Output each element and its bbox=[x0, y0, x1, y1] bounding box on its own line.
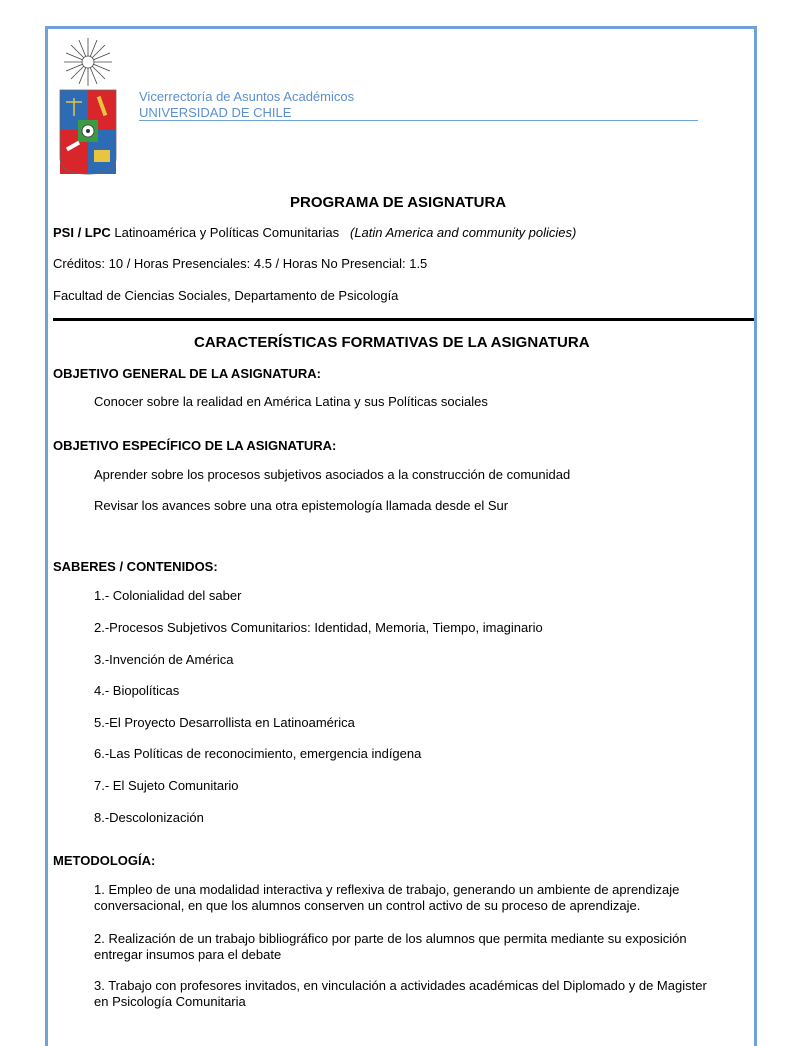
methodology-item: 2. Realización de un trabajo bibliográfico por parte de los alumnos que permita mediante su exposición entregar insumos para el debate bbox=[94, 931, 687, 962]
content-item: 1.- Colonialidad del saber bbox=[94, 588, 242, 603]
header-divider bbox=[139, 120, 698, 121]
methodology-heading: METODOLOGÍA: bbox=[53, 853, 156, 868]
methodology-item: 1. Empleo de una modalidad interactiva y reflexiva de trabajo, generando un ambiente de aprendizaje conversacional, en que los alumnos conserven un control activo de su proceso de aprendizaje. bbox=[94, 882, 680, 913]
content-item: 3.-Invención de América bbox=[94, 652, 234, 667]
university-crest-logo bbox=[58, 38, 118, 176]
sun-star-icon bbox=[64, 38, 112, 86]
vicerrectoria-label: Vicerrectoría de Asuntos Académicos bbox=[139, 89, 355, 104]
content-item: 4.- Biopolíticas bbox=[94, 683, 180, 698]
course-name-english: (Latin America and community policies) bbox=[349, 225, 577, 240]
content-item: 6.-Las Políticas de reconocimiento, emergencia indígena bbox=[94, 746, 422, 761]
credits-line: Créditos: 10 / Horas Presenciales: 4.5 / Horas No Presencial: 1.5 bbox=[53, 256, 428, 271]
faculty-line: Facultad de Ciencias Sociales, Departamento de Psicología bbox=[53, 288, 399, 303]
contents-heading: SABERES / CONTENIDOS: bbox=[53, 559, 218, 574]
general-objective-heading: OBJETIVO GENERAL DE LA ASIGNATURA: bbox=[53, 366, 321, 381]
content-item: 7.- El Sujeto Comunitario bbox=[94, 778, 239, 793]
shield-icon bbox=[60, 90, 116, 174]
specific-objective-item: Aprender sobre los procesos subjetivos asociados a la construcción de comunidad bbox=[94, 467, 571, 482]
course-name: Latinoamérica y Políticas Comunitarias bbox=[114, 225, 340, 240]
university-name: UNIVERSIDAD DE CHILE bbox=[139, 105, 292, 120]
methodology-item: 3. Trabajo con profesores invitados, en vinculación a actividades académicas del Diplomado y de Magister en Psicología Comunitaria bbox=[94, 978, 707, 1009]
specific-objective-heading: OBJETIVO ESPECÍFICO DE LA ASIGNATURA: bbox=[53, 438, 337, 453]
program-title: PROGRAMA DE ASIGNATURA bbox=[290, 194, 507, 211]
general-objective-text: Conocer sobre la realidad en América Latina y sus Políticas sociales bbox=[94, 394, 488, 409]
characteristics-title: CARACTERÍSTICAS FORMATIVAS DE LA ASIGNATURA bbox=[194, 334, 590, 351]
course-code: PSI / LPC bbox=[53, 225, 111, 240]
specific-objective-item: Revisar los avances sobre una otra epistemología llamada desde el Sur bbox=[94, 498, 509, 513]
content-item: 5.-El Proyecto Desarrollista en Latinoamérica bbox=[94, 715, 355, 730]
section-divider bbox=[53, 318, 754, 321]
content-item: 2.-Procesos Subjetivos Comunitarios: Identidad, Memoria, Tiempo, imaginario bbox=[94, 620, 543, 635]
content-item: 8.-Descolonización bbox=[94, 810, 204, 825]
course-line bbox=[53, 225, 576, 240]
